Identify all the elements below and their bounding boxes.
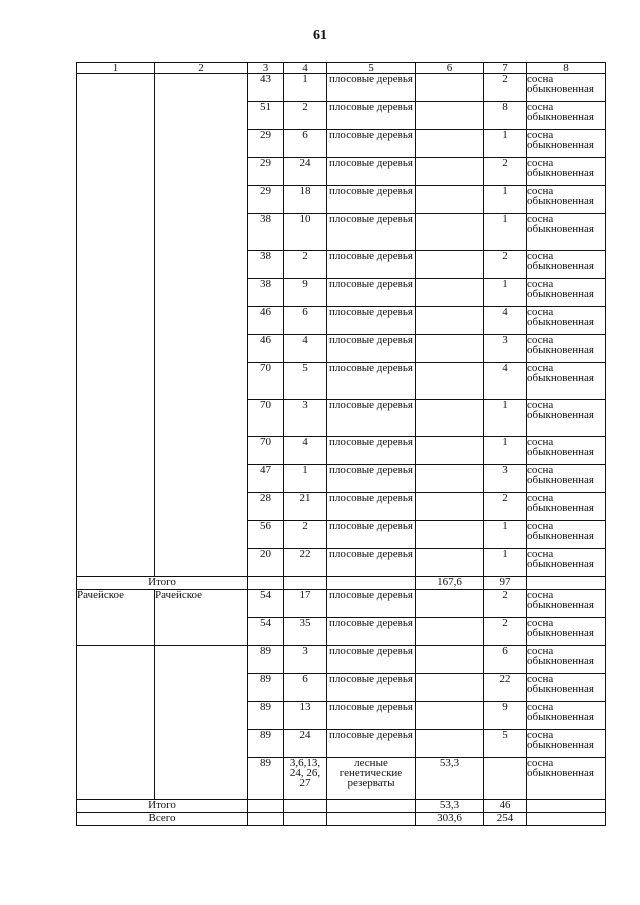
cell-area bbox=[416, 279, 484, 307]
cell-species: сосна обыкновенная bbox=[527, 251, 606, 279]
cell-category: плосовые деревья bbox=[327, 437, 416, 465]
cell-category: плосовые деревья bbox=[327, 307, 416, 335]
cell-area bbox=[416, 130, 484, 158]
cell-species: сосна обыкновенная bbox=[527, 279, 606, 307]
cell-species: сосна обыкновенная bbox=[527, 214, 606, 251]
column-header: 3 bbox=[248, 63, 284, 74]
cell-quarter: 38 bbox=[248, 214, 284, 251]
cell-quarter: 28 bbox=[248, 493, 284, 521]
cell-count: 4 bbox=[484, 363, 527, 400]
cell-area: 53,3 bbox=[416, 758, 484, 800]
cell-section: 1 bbox=[284, 74, 327, 102]
cell-area bbox=[416, 158, 484, 186]
column-header: 6 bbox=[416, 63, 484, 74]
cell-quarter: 70 bbox=[248, 400, 284, 437]
column-header: 2 bbox=[155, 63, 248, 74]
cell-species: сосна обыкновенная bbox=[527, 307, 606, 335]
cell-quarter: 29 bbox=[248, 130, 284, 158]
cell-section: 4 bbox=[284, 437, 327, 465]
cell-count: 6 bbox=[484, 646, 527, 674]
cell-section: 2 bbox=[284, 521, 327, 549]
cell-species: сосна обыкновенная bbox=[527, 102, 606, 130]
cell-category: плосовые деревья bbox=[327, 102, 416, 130]
header-row bbox=[77, 63, 606, 74]
cell-species: сосна обыкновенная bbox=[527, 437, 606, 465]
cell-area bbox=[416, 307, 484, 335]
cell-category: лесные генетические резерваты bbox=[327, 758, 416, 800]
cell-category: плосовые деревья bbox=[327, 674, 416, 702]
cell-area bbox=[416, 618, 484, 646]
cell-species: сосна обыкновенная bbox=[527, 618, 606, 646]
cell-section: 22 bbox=[284, 549, 327, 577]
subtotal-row bbox=[77, 800, 606, 813]
cell-section: 21 bbox=[284, 493, 327, 521]
cell-forestry bbox=[77, 74, 155, 577]
cell-district bbox=[155, 74, 248, 577]
cell-section: 1 bbox=[284, 465, 327, 493]
subtotal-row bbox=[77, 577, 606, 590]
cell-category: плосовые деревья bbox=[327, 465, 416, 493]
cell-count: 8 bbox=[484, 102, 527, 130]
cell-section: 18 bbox=[284, 186, 327, 214]
cell-section: 13 bbox=[284, 702, 327, 730]
cell-category: плосовые деревья bbox=[327, 493, 416, 521]
cell-section: 5 bbox=[284, 363, 327, 400]
cell-quarter: 56 bbox=[248, 521, 284, 549]
cell-species: сосна обыкновенная bbox=[527, 74, 606, 102]
cell-category: плосовые деревья bbox=[327, 279, 416, 307]
column-header: 7 bbox=[484, 63, 527, 74]
cell-count: 1 bbox=[484, 549, 527, 577]
cell-section: 4 bbox=[284, 335, 327, 363]
cell-category: плосовые деревья bbox=[327, 549, 416, 577]
column-header: 1 bbox=[77, 63, 155, 74]
cell-species: сосна обыкновенная bbox=[527, 674, 606, 702]
cell-section: 24 bbox=[284, 158, 327, 186]
cell-area bbox=[416, 74, 484, 102]
cell-quarter: 54 bbox=[248, 618, 284, 646]
cell-quarter: 46 bbox=[248, 307, 284, 335]
cell-quarter: 29 bbox=[248, 158, 284, 186]
cell-count: 1 bbox=[484, 521, 527, 549]
cell-area bbox=[416, 186, 484, 214]
cell-category: плосовые деревья bbox=[327, 521, 416, 549]
cell-category: плосовые деревья bbox=[327, 646, 416, 674]
cell-section: 10 bbox=[284, 214, 327, 251]
cell-quarter: 70 bbox=[248, 363, 284, 400]
cell-species: сосна обыкновенная bbox=[527, 646, 606, 674]
cell-category: плосовые деревья bbox=[327, 335, 416, 363]
subtotal-area: 53,3 bbox=[416, 800, 484, 813]
cell-category: плосовые деревья bbox=[327, 618, 416, 646]
cell-species: сосна обыкновенная bbox=[527, 590, 606, 618]
cell-quarter: 47 bbox=[248, 465, 284, 493]
cell-area bbox=[416, 521, 484, 549]
cell-count: 3 bbox=[484, 335, 527, 363]
cell-quarter: 89 bbox=[248, 702, 284, 730]
cell-category: плосовые деревья bbox=[327, 74, 416, 102]
cell-area bbox=[416, 549, 484, 577]
grand-total-count: 254 bbox=[484, 813, 527, 826]
cell-area bbox=[416, 102, 484, 130]
data-table bbox=[76, 62, 606, 826]
cell-quarter: 20 bbox=[248, 549, 284, 577]
cell-species: сосна обыкновенная bbox=[527, 186, 606, 214]
cell-area bbox=[416, 730, 484, 758]
cell-section: 24 bbox=[284, 730, 327, 758]
cell-count: 1 bbox=[484, 279, 527, 307]
subtotal-area: 167,6 bbox=[416, 577, 484, 590]
cell-count: 22 bbox=[484, 674, 527, 702]
cell-quarter: 38 bbox=[248, 279, 284, 307]
cell-area bbox=[416, 702, 484, 730]
cell-count: 1 bbox=[484, 214, 527, 251]
cell-quarter: 46 bbox=[248, 335, 284, 363]
cell-area bbox=[416, 674, 484, 702]
cell-quarter: 51 bbox=[248, 102, 284, 130]
table-row bbox=[77, 590, 606, 618]
cell-count: 1 bbox=[484, 437, 527, 465]
column-header: 4 bbox=[284, 63, 327, 74]
cell-category: плосовые деревья bbox=[327, 590, 416, 618]
column-header: 8 bbox=[527, 63, 606, 74]
cell-section: 6 bbox=[284, 674, 327, 702]
cell-area bbox=[416, 646, 484, 674]
cell-section: 2 bbox=[284, 251, 327, 279]
cell-quarter: 89 bbox=[248, 758, 284, 800]
cell-quarter: 89 bbox=[248, 646, 284, 674]
cell-count: 2 bbox=[484, 590, 527, 618]
cell-category: плосовые деревья bbox=[327, 400, 416, 437]
cell-species: сосна обыкновенная bbox=[527, 521, 606, 549]
cell-count: 2 bbox=[484, 251, 527, 279]
cell-count: 2 bbox=[484, 158, 527, 186]
cell-species: сосна обыкновенная bbox=[527, 335, 606, 363]
cell-count bbox=[484, 758, 527, 800]
cell-quarter: 38 bbox=[248, 251, 284, 279]
cell-area bbox=[416, 493, 484, 521]
cell-category: плосовые деревья bbox=[327, 251, 416, 279]
cell-section: 3 bbox=[284, 400, 327, 437]
subtotal-label: Итого bbox=[77, 577, 248, 590]
cell-forestry: Рачейское bbox=[77, 590, 155, 646]
cell-quarter: 29 bbox=[248, 186, 284, 214]
cell-count: 1 bbox=[484, 186, 527, 214]
subtotal-count: 97 bbox=[484, 577, 527, 590]
cell-section: 3 bbox=[284, 646, 327, 674]
cell-area bbox=[416, 335, 484, 363]
cell-forestry bbox=[77, 646, 155, 800]
table-row bbox=[77, 74, 606, 102]
cell-section: 6 bbox=[284, 130, 327, 158]
grand-total-area: 303,6 bbox=[416, 813, 484, 826]
cell-category: плосовые деревья bbox=[327, 158, 416, 186]
cell-species: сосна обыкновенная bbox=[527, 465, 606, 493]
cell-quarter: 54 bbox=[248, 590, 284, 618]
cell-district: Рачейское bbox=[155, 590, 248, 646]
cell-area bbox=[416, 400, 484, 437]
cell-section: 3,6,13, 24, 26, 27 bbox=[284, 758, 327, 800]
cell-category: плосовые деревья bbox=[327, 130, 416, 158]
cell-species: сосна обыкновенная bbox=[527, 730, 606, 758]
cell-section: 2 bbox=[284, 102, 327, 130]
cell-species: сосна обыкновенная bbox=[527, 549, 606, 577]
cell-section: 17 bbox=[284, 590, 327, 618]
cell-section: 6 bbox=[284, 307, 327, 335]
column-header: 5 bbox=[327, 63, 416, 74]
cell-quarter: 70 bbox=[248, 437, 284, 465]
cell-count: 9 bbox=[484, 702, 527, 730]
cell-area bbox=[416, 251, 484, 279]
cell-category: плосовые деревья bbox=[327, 702, 416, 730]
cell-quarter: 89 bbox=[248, 730, 284, 758]
cell-district bbox=[155, 646, 248, 800]
cell-species: сосна обыкновенная bbox=[527, 363, 606, 400]
cell-quarter: 89 bbox=[248, 674, 284, 702]
cell-area bbox=[416, 437, 484, 465]
cell-count: 2 bbox=[484, 493, 527, 521]
cell-count: 5 bbox=[484, 730, 527, 758]
grand-total-row bbox=[77, 813, 606, 826]
cell-category: плосовые деревья bbox=[327, 214, 416, 251]
cell-section: 9 bbox=[284, 279, 327, 307]
subtotal-label: Итого bbox=[77, 800, 248, 813]
grand-total-label: Всего bbox=[77, 813, 248, 826]
cell-count: 2 bbox=[484, 618, 527, 646]
cell-section: 35 bbox=[284, 618, 327, 646]
cell-count: 4 bbox=[484, 307, 527, 335]
cell-count: 2 bbox=[484, 74, 527, 102]
subtotal-count: 46 bbox=[484, 800, 527, 813]
cell-quarter: 43 bbox=[248, 74, 284, 102]
cell-species: сосна обыкновенная bbox=[527, 130, 606, 158]
cell-species: сосна обыкновенная bbox=[527, 158, 606, 186]
cell-area bbox=[416, 214, 484, 251]
cell-species: сосна обыкновенная bbox=[527, 758, 606, 800]
cell-category: плосовые деревья bbox=[327, 363, 416, 400]
cell-count: 1 bbox=[484, 400, 527, 437]
cell-category: плосовые деревья bbox=[327, 730, 416, 758]
cell-species: сосна обыкновенная bbox=[527, 400, 606, 437]
page-number: 61 bbox=[313, 28, 327, 43]
cell-count: 3 bbox=[484, 465, 527, 493]
cell-area bbox=[416, 363, 484, 400]
cell-category: плосовые деревья bbox=[327, 186, 416, 214]
cell-species: сосна обыкновенная bbox=[527, 702, 606, 730]
cell-count: 1 bbox=[484, 130, 527, 158]
cell-area bbox=[416, 590, 484, 618]
table-row bbox=[77, 646, 606, 674]
cell-species: сосна обыкновенная bbox=[527, 493, 606, 521]
cell-area bbox=[416, 465, 484, 493]
